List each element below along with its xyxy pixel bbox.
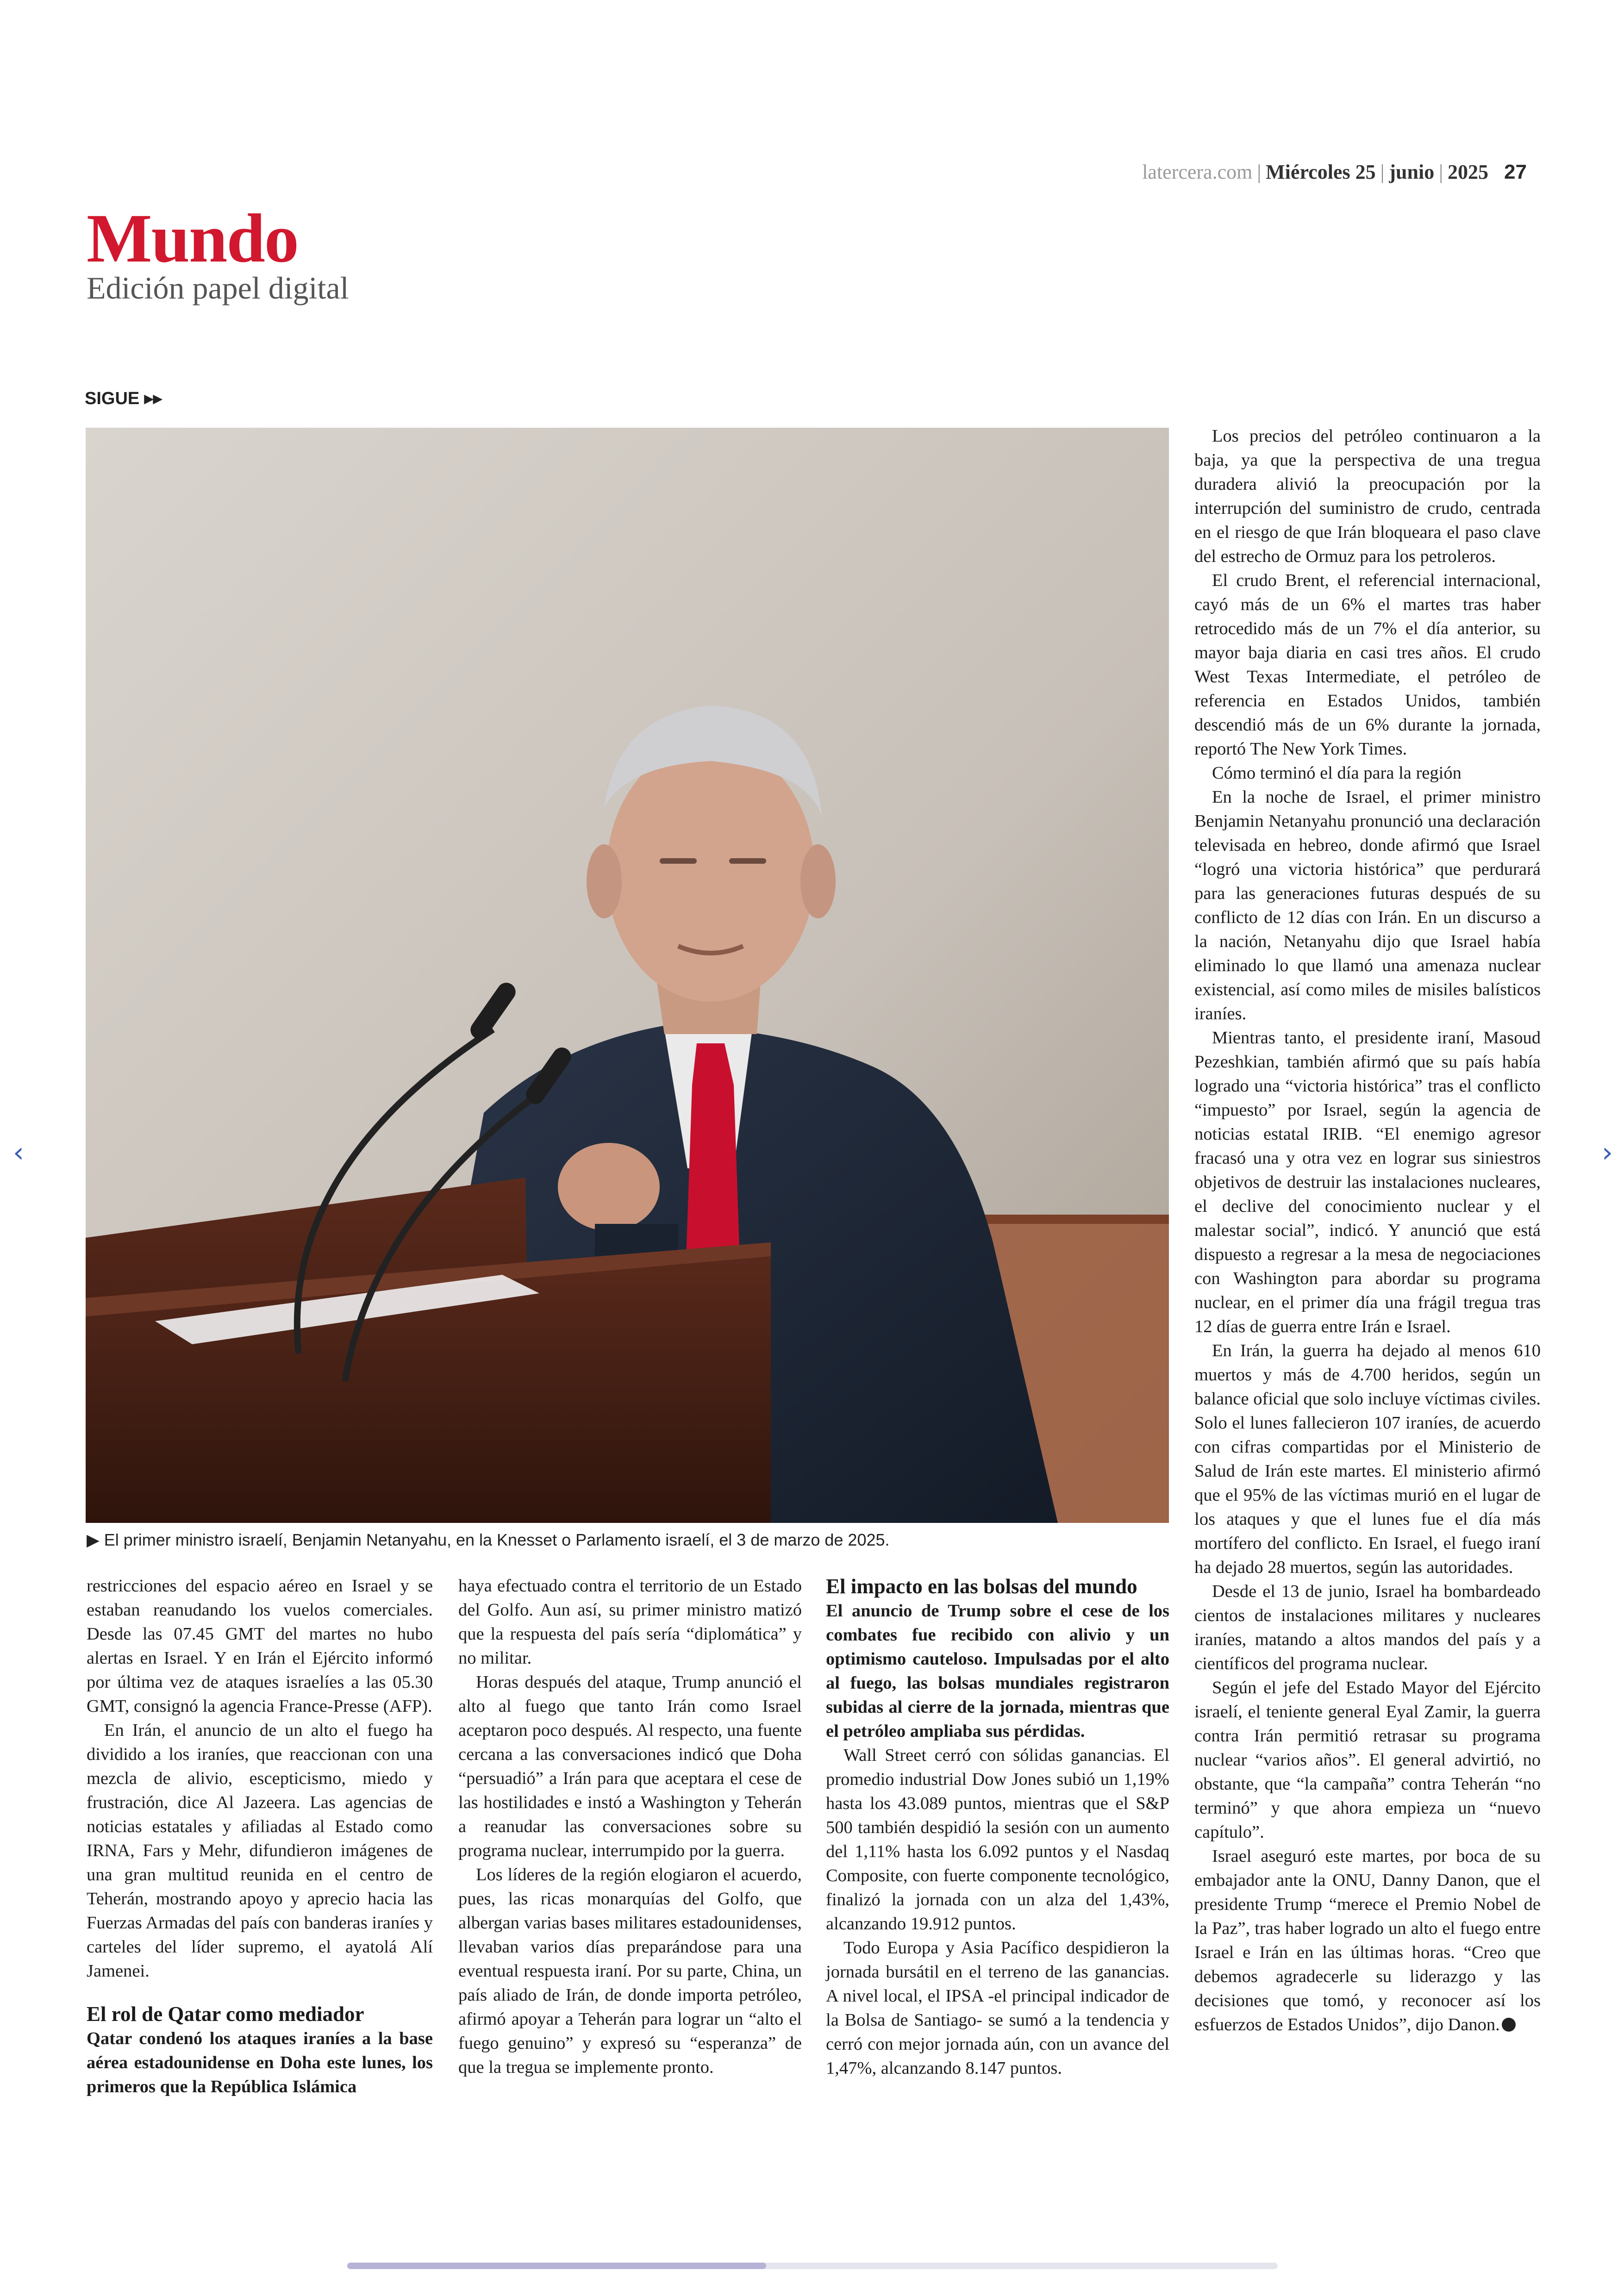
paragraph: Los líderes de la región elogiaron el acuerdo, pues, las ricas monarquías del Golfo, que albergan varias bases militares estadounidenses, llevaban varios días preparándose para una eventual respuesta iraní. Por su parte, China, un país aliado de Irán, de donde importa petróleo, afirmó apoyar a Teherán para lograr un “alto el fuego genuino” y expresó su “esperanza” de que la tregua se implemente pronto. — [458, 1865, 802, 2077]
paragraph: Los precios del petróleo continuaron a la baja, ya que la perspectiva de una tregua duradera alivió la preocupación por la interrupción del suministro de crudo, centrada en el riesgo de que Irán bloqueara el paso clave del estrecho de Ormuz para los petroleros. — [1194, 426, 1541, 566]
paragraph: El crudo Brent, el referencial internacional, cayó más de un 6% el martes tras haber retrocedido más de un 7% el día anterior, su mayor baja diaria en casi tres años. El crudo West Texas Intermediate, el petróleo de referencia en Estados Unidos, también descendió más de un 6% durante la jornada, reportó The New York Times. — [1194, 571, 1541, 759]
paragraph: Mientras tanto, el presidente iraní, Masoud Pezeshkian, también afirmó que su país había logrado una “victoria histórica” tras el conflicto “impuesto” por Israel, según la agencia de noticias estatal IRIB. “El enemigo agresor fracasó una y otra vez en lograr sus siniestros objetivos de destruir las instalaciones nucleares, el declive del conocimiento nuclear y el malestar social”, indicó. Y anunció que está dispuesto a regresar a la mesa de negociaciones con Washington para abordar su programa nuclear, en el primer día una frágil tregua tras 12 días de guerra entre Irán e Israel. — [1194, 1028, 1541, 1336]
divider: | — [1380, 161, 1385, 183]
paragraph: En Irán, el anuncio de un alto el fuego ha dividido a los iraníes, que reaccionan con una mezcla de alivio, escepticismo, miedo y frustración, dice Al Jazeera. Las agencias de noticias estatales y afiliadas al Estado como IRNA, Fars y Mehr, difundieron imágenes de una gran multitud reunida en el centro de Teherán, mostrando apoyo y aprecio hacia las Fuerzas Armadas del país con banderas iraníes y carteles del líder supremo, el ayatolá Alí Jamenei. — [87, 1721, 433, 1981]
continue-label: SIGUE ▸▸ — [85, 389, 162, 408]
paragraph-lead: El anuncio de Trump sobre el cese de los combates fue recibido con alivio y un optimismo cauteloso. Impulsadas por el alto al fuego, las bolsas mundiales registraron subidas al cierre de la jornada, mientras que el petróleo ampliaba sus pérdidas. — [826, 1601, 1169, 1741]
article-column-2 — [458, 1574, 802, 2079]
paragraph: Cómo terminó el día para la región — [1212, 763, 1462, 783]
paragraph: Wall Street cerró con sólidas ganancias. El promedio industrial Dow Jones subió un 1,19% hasta los 43.089 puntos, mientras que el S&P 500 también despidió la sesión con un aumento del 1,11% hasta los 6.092 puntos y el Nasdaq Composite, con fuerte componente tecnológico, finalizó la jornada con un alza del 1,43%, alcanzando 19.912 puntos. — [826, 1746, 1169, 1933]
divider: | — [1439, 161, 1443, 183]
netanyahu-podium-illustration — [86, 428, 1169, 1523]
paragraph: haya efectuado contra el territorio de un Estado del Golfo. Aun así, su primer ministro matizó que la respuesta del país sería “diplomática” y no militar. — [458, 1576, 802, 1668]
paragraph: Todo Europa y Asia Pacífico despidieron la jornada bursátil en el terreno de las ganancias. A nivel local, el IPSA -el principal indicador de la Bolsa de Santiago- se sumó a la tendencia y cerró con mejor jornada aún, con un avance del 1,47%, alcanzando 8.147 puntos. — [826, 1938, 1169, 2078]
paragraph-final — [1194, 1844, 1541, 2037]
article-column-4 — [1194, 424, 1541, 2037]
paragraph-lead: Qatar condenó los ataques iraníes a la base aérea estadounidense en Doha este lunes, los primeros que la República Islámica — [87, 2029, 433, 2096]
reading-progress-scrollbar[interactable] — [347, 2263, 1278, 2269]
paragraph: Horas después del ataque, Trump anunció el alto al fuego que tanto Irán como Israel aceptaron poco después. Al respecto, una fuente cercana a las conversaciones indicó que Doha “persuadió” a Irán para que aceptara el cese de las hostilidades e instó a Washington y Teherán a reanudar las conversaciones sobre su programa nuclear, interrumpido por la guerra. — [458, 1672, 802, 1860]
scrollbar-thumb[interactable] — [347, 2263, 766, 2269]
article-column-1 — [87, 1574, 433, 2099]
divider: | — [1257, 161, 1262, 183]
issue-day: Miércoles 25 — [1266, 161, 1376, 183]
subheading-qatar: El rol de Qatar como mediador — [87, 2002, 364, 2026]
paragraph: restricciones del espacio aéreo en Israel y se estaban reanudando los vuelos comerciales. Desde las 07.45 GMT del martes no hubo alertas en Israel. Y en Irán el Ejército informó por última vez de ataques israelíes a las 05.30 GMT, consignó la agencia France-Presse (AFP). — [87, 1576, 433, 1716]
end-mark-icon — [1502, 2018, 1516, 2032]
next-page-button[interactable]: › — [1602, 1136, 1613, 1169]
page-number: 27 — [1504, 161, 1527, 183]
section-title: Mundo — [87, 200, 298, 277]
issue-year: 2025 — [1448, 161, 1489, 183]
site-name[interactable]: latercera.com — [1142, 161, 1253, 183]
photo-caption: ▶ El primer ministro israelí, Benjamin Netanyahu, en la Knesset o Parlamento israelí, el 3 de marzo de 2025. — [87, 1530, 890, 1549]
article-column-3 — [826, 1574, 1169, 2080]
subheading-markets: El impacto en las bolsas del mundo — [826, 1575, 1137, 1598]
previous-page-button[interactable]: ‹ — [13, 1136, 24, 1169]
paragraph: Según el jefe del Estado Mayor del Ejército israelí, el teniente general Eyal Zamir, la guerra contra Irán permitió retrasar su programa nuclear “varios años”. El general advirtió, no obstante, que “la campaña” contra Teherán “no terminó” y que ahora empieza un “nuevo capítulo”. — [1194, 1678, 1541, 1842]
page-header — [1142, 160, 1527, 184]
edition-label: Edición papel digital — [87, 270, 349, 306]
paragraph: Desde el 13 de junio, Israel ha bombardeado cientos de instalaciones militares y nucleares iraníes, matando a altos mandos del país y a científicos del programa nuclear. — [1194, 1582, 1541, 1673]
paragraph: En Irán, la guerra ha dejado al menos 610 muertos y más de 4.700 heridos, según un balance oficial que solo incluye víctimas civiles. Solo el lunes fallecieron 107 iraníes, de acuerdo con cifras compartidas por el Ministerio de Salud de Irán este martes. El ministerio afirmó que el 95% de las víctimas murió en el lugar de los ataques y que el lunes fue el día más mortífero del conflicto. En Israel, el fuego iraní ha dejado 28 muertos, según las autoridades. — [1194, 1341, 1541, 1577]
paragraph: En la noche de Israel, el primer ministro Benjamin Netanyahu pronunció una declaración televisada en hebreo, donde afirmó que Israel “logró una victoria histórica” que perdurará para las generaciones futuras después de su conflicto de 12 días con Irán. En un discurso a la nación, Netanyahu dijo que Israel había eliminado lo que llamó una amenaza nuclear existencial, así como miles de misiles balísticos iraníes. — [1194, 787, 1541, 1023]
lead-photo — [86, 428, 1169, 1523]
paragraph-text: Israel aseguró este martes, por boca de su embajador ante la ONU, Danny Danon, que el presidente Trump “merece el Premio Nobel de la Paz”, tras haber logrado un alto el fuego entre Israel e Irán en las últimas horas. “Creo que debemos agradecerle su liderazgo y las decisiones que tomó, y reconocer así los esfuerzos de Estados Unidos”, dijo Danon. — [1194, 1846, 1541, 2034]
issue-month: junio — [1389, 161, 1435, 183]
